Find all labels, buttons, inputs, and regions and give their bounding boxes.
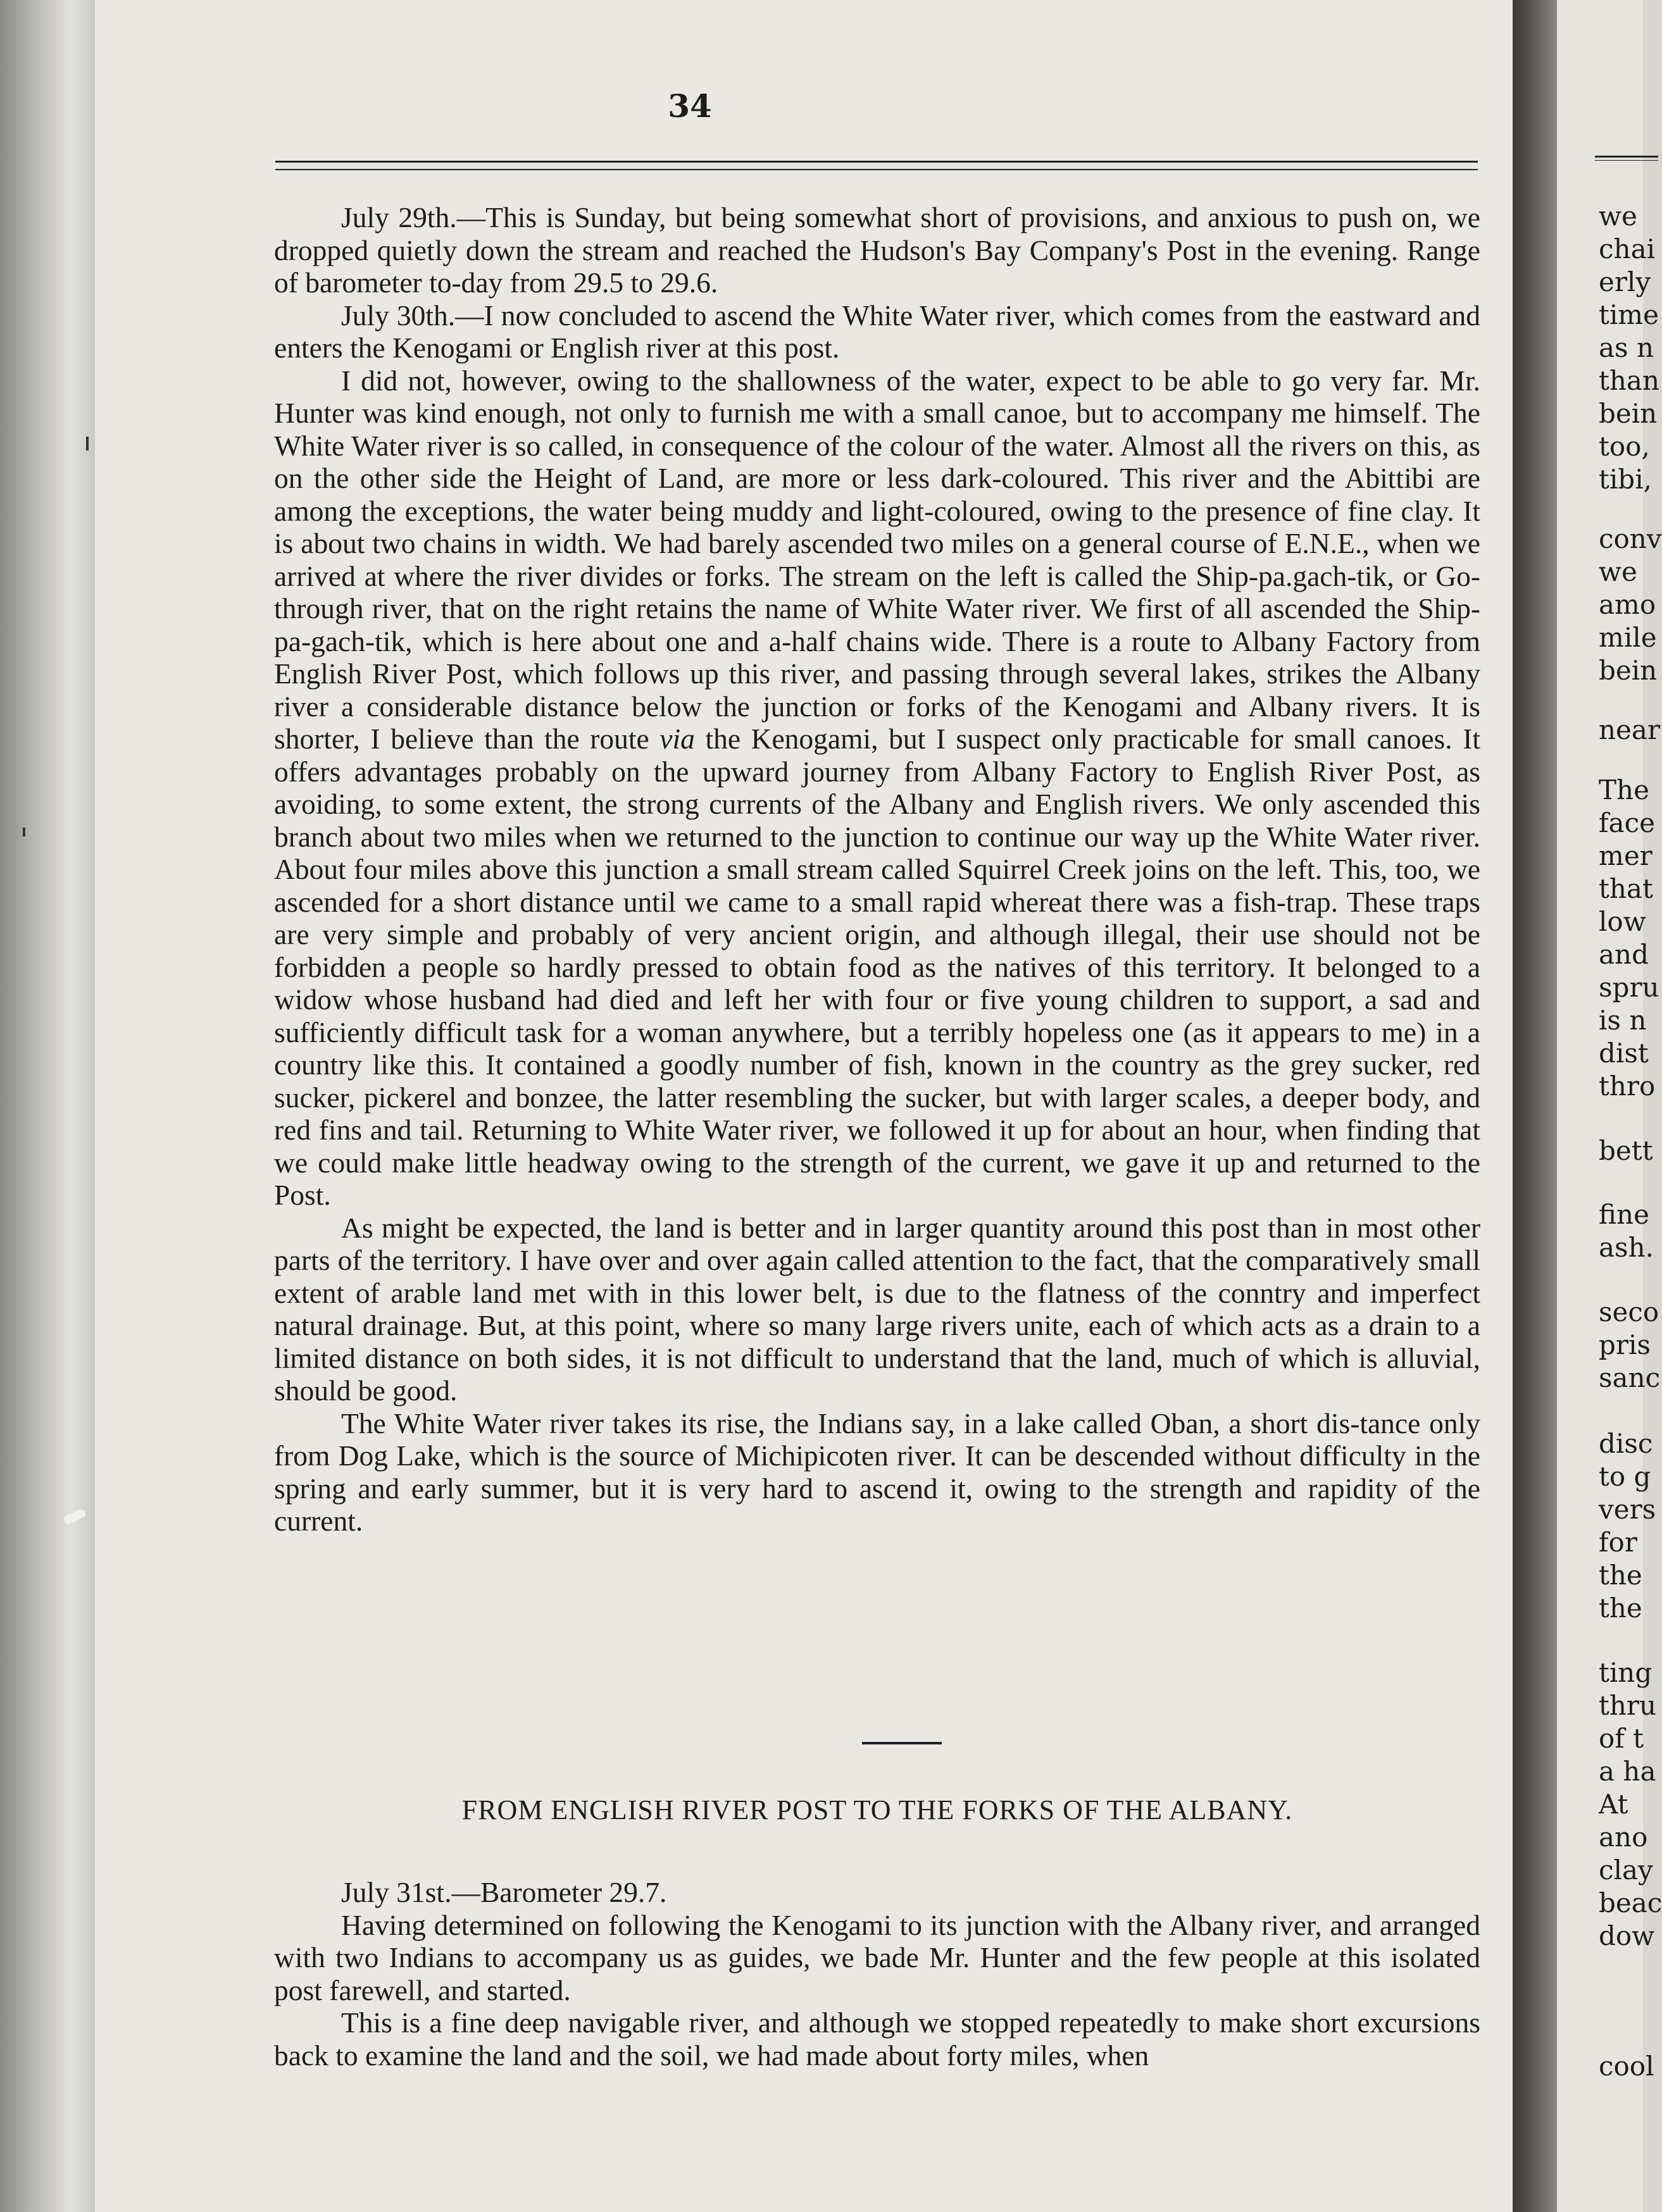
adjacent-page-line: is n bbox=[1599, 1005, 1647, 1036]
adjacent-page-line: for bbox=[1599, 1527, 1637, 1558]
page-number: 34 bbox=[668, 87, 712, 125]
adjacent-page-line: that bbox=[1599, 873, 1653, 904]
adjacent-page-line: low bbox=[1599, 906, 1646, 937]
section-heading: FROM ENGLISH RIVER POST TO THE FORKS OF THE ALBANY. bbox=[461, 1794, 1293, 1825]
adjacent-page-line: mile bbox=[1599, 622, 1657, 653]
adjacent-page-line: bein bbox=[1599, 655, 1658, 686]
adjacent-page-line: The bbox=[1599, 774, 1649, 805]
adjacent-page bbox=[1557, 0, 1662, 2212]
paragraph: Having determined on following the Kenogami to its junction with the Albany river, and arranged with two Indians to accompany us as guides, we bade Mr. Hunter and the few people at this isolated post farewell, and started. bbox=[274, 1908, 1480, 2006]
adjacent-page-line: of t bbox=[1599, 1723, 1644, 1754]
adjacent-page-line: ash. bbox=[1599, 1232, 1654, 1263]
paragraph: This is a fine deep navigable river, and although we stopped repeatedly to make short excursions back to examine the land and the soil, we had made about forty miles, when bbox=[274, 2006, 1480, 2072]
paragraph: July 31st.—Barometer 29.7. bbox=[341, 1876, 667, 1908]
adjacent-page-line: chai bbox=[1599, 233, 1656, 264]
adjacent-page-line: erly bbox=[1599, 266, 1651, 297]
adjacent-page-rule bbox=[1595, 156, 1658, 161]
paragraph: July 30th.—I now concluded to ascend the White Water river, which comes from the eastward and enters the Kenogami or English river at this post. bbox=[274, 299, 1480, 364]
adjacent-page-line: vers bbox=[1599, 1494, 1656, 1525]
adjacent-page-line: ano bbox=[1599, 1822, 1648, 1853]
section-divider bbox=[862, 1742, 942, 1744]
adjacent-page-line: ting bbox=[1599, 1657, 1653, 1688]
adjacent-page-line: dist bbox=[1599, 1038, 1649, 1069]
adjacent-page-line: to g bbox=[1599, 1461, 1651, 1492]
paragraph: July 29th.—This is Sunday, but being somewhat short of provisions, and anxious to push on, we dropped quietly down the stream and reached the Hudson's Bay Company's Post in the evening. Range of barometer to-day from 29.5 to 29.6. bbox=[274, 201, 1480, 299]
adjacent-page-line: cool bbox=[1599, 2051, 1654, 2082]
paragraph: As might be expected, the land is better and in larger quantity around this post than in most other parts of the territory. I have over and over again called attention to the fact, that the comparatively small extent of arable land met with in this lower belt, is due to the flatness of the conntry and imperfect natural drainage. But, at this point, where so many large rivers unite, each of which acts as a drain to a limited distance on both sides, it is not difficult to understand that the land, much of which is alluvial, should be good. bbox=[274, 1211, 1480, 1407]
adjacent-page-line: face bbox=[1599, 807, 1655, 838]
adjacent-page-line: near bbox=[1599, 714, 1661, 745]
adjacent-page-line: than bbox=[1599, 365, 1660, 396]
paragraph: The White Water river takes its rise, the Indians say, in a lake called Oban, a short dis-tance only from Dog Lake, which is the source of Michipicoten river. It can be descended without difficulty in the spring and early summer, but it is very hard to ascend it, owing to the strength and rapidity of the current. bbox=[274, 1407, 1480, 1537]
adjacent-page-line: beac bbox=[1599, 1887, 1662, 1918]
adjacent-page-line: At bbox=[1599, 1789, 1628, 1820]
adjacent-page-line: mer bbox=[1599, 840, 1653, 871]
adjacent-page-line: we bbox=[1599, 201, 1637, 232]
adjacent-page-line: we bbox=[1599, 556, 1637, 587]
adjacent-page-line: the bbox=[1599, 1593, 1642, 1624]
adjacent-page-line: pris bbox=[1599, 1329, 1651, 1360]
margin-mark bbox=[86, 437, 89, 450]
adjacent-page-line: and bbox=[1599, 939, 1649, 970]
adjacent-page-line: as n bbox=[1599, 332, 1654, 363]
adjacent-page-line: bett bbox=[1599, 1135, 1653, 1166]
adjacent-page-line: time bbox=[1599, 299, 1659, 330]
adjacent-page-line: the bbox=[1599, 1560, 1642, 1591]
adjacent-page-line: tibi, bbox=[1599, 464, 1652, 495]
adjacent-page-line: amo bbox=[1599, 589, 1656, 620]
adjacent-page-line: disc bbox=[1599, 1428, 1653, 1459]
adjacent-page-line: dow bbox=[1599, 1920, 1655, 1951]
adjacent-page-line: thro bbox=[1599, 1071, 1656, 1102]
paragraph: I did not, however, owing to the shallowness of the water, expect to be able to go very far. Mr. Hunter was kind enough, not only to furnish me with a small canoe, but to accompany me himself. The White Water river is so called, in consequence of the colour of the water. Almost all the rivers on this, as on the other side the Height of Land, are more or less dark-coloured. This river and the Abittibi are among the exceptions, the water being muddy and light-coloured, owing to the presence of fine clay. It is about two chains in width. We had barely ascended two miles on a general course of E.N.E., when we arrived at where the river divides or forks. The stream on the left is called the Ship-pa.gach-tik, or Go-through river, that on the right retains the name of White Water river. We first of all ascended the Ship-pa-gach-tik, which is here about one and a-half chains wide. There is a route to Albany Factory from English River Post, which follows up this river, and passing through several lakes, strikes the Albany river a considerable distance below the junction or forks of the Kenogami and Albany rivers. It is shorter, I believe than the route via the Kenogami, but I suspect only practicable for small canoes. It offers advantages probably on the upward journey from Albany Factory to English River Post, as avoiding, to some extent, the strong currents of the Albany and English rivers. We only ascended this branch about two miles when we returned to the junction to continue our way up the White Water river. About four miles above this junction a small stream called Squirrel Creek joins on the left. This, too, we ascended for a short distance until we came to a small rapid whereat there was a fish-trap. These traps are very simple and probably of very ancient origin, and although illegal, their use should not be forbidden a people so hardly pressed to obtain food as the natives of this territory. It belonged to a widow whose husband had died and left her with four or five young children to support, a sad and sufficiently difficult task for a woman anywhere, but a terribly hopeless one (as it appears to me) in a country like this. It contained a goodly number of fish, known in the country as the grey sucker, red sucker, pickerel and bonzee, the latter resembling the sucker, but with larger scales, a deeper body, and red fins and tail. Returning to White Water river, we followed it up for about an hour, when finding that we could make little headway owing to the strength of the current, we gave it up and returned to the Post. bbox=[274, 364, 1480, 1211]
adjacent-page-line: sanc bbox=[1599, 1362, 1661, 1393]
adjacent-page-line: fine bbox=[1599, 1199, 1649, 1230]
adjacent-page-line: bein bbox=[1599, 398, 1658, 429]
adjacent-page-line: clay bbox=[1599, 1855, 1653, 1886]
margin-mark bbox=[23, 828, 25, 836]
section-text bbox=[274, 1876, 1480, 2072]
book-gutter-shadow bbox=[1513, 0, 1557, 2212]
header-rule bbox=[275, 161, 1478, 170]
adjacent-page-line: seco bbox=[1599, 1296, 1659, 1327]
adjacent-page-line: a ha bbox=[1599, 1756, 1656, 1787]
margin-scuff bbox=[63, 1508, 87, 1525]
scanner-margin bbox=[0, 0, 95, 2212]
adjacent-page-line: conv bbox=[1599, 523, 1662, 554]
adjacent-page-line: too, bbox=[1599, 431, 1650, 462]
main-text bbox=[274, 201, 1480, 1538]
page-content bbox=[95, 0, 1513, 2212]
adjacent-page-line: spru bbox=[1599, 972, 1659, 1003]
adjacent-page-line: thru bbox=[1599, 1690, 1657, 1721]
